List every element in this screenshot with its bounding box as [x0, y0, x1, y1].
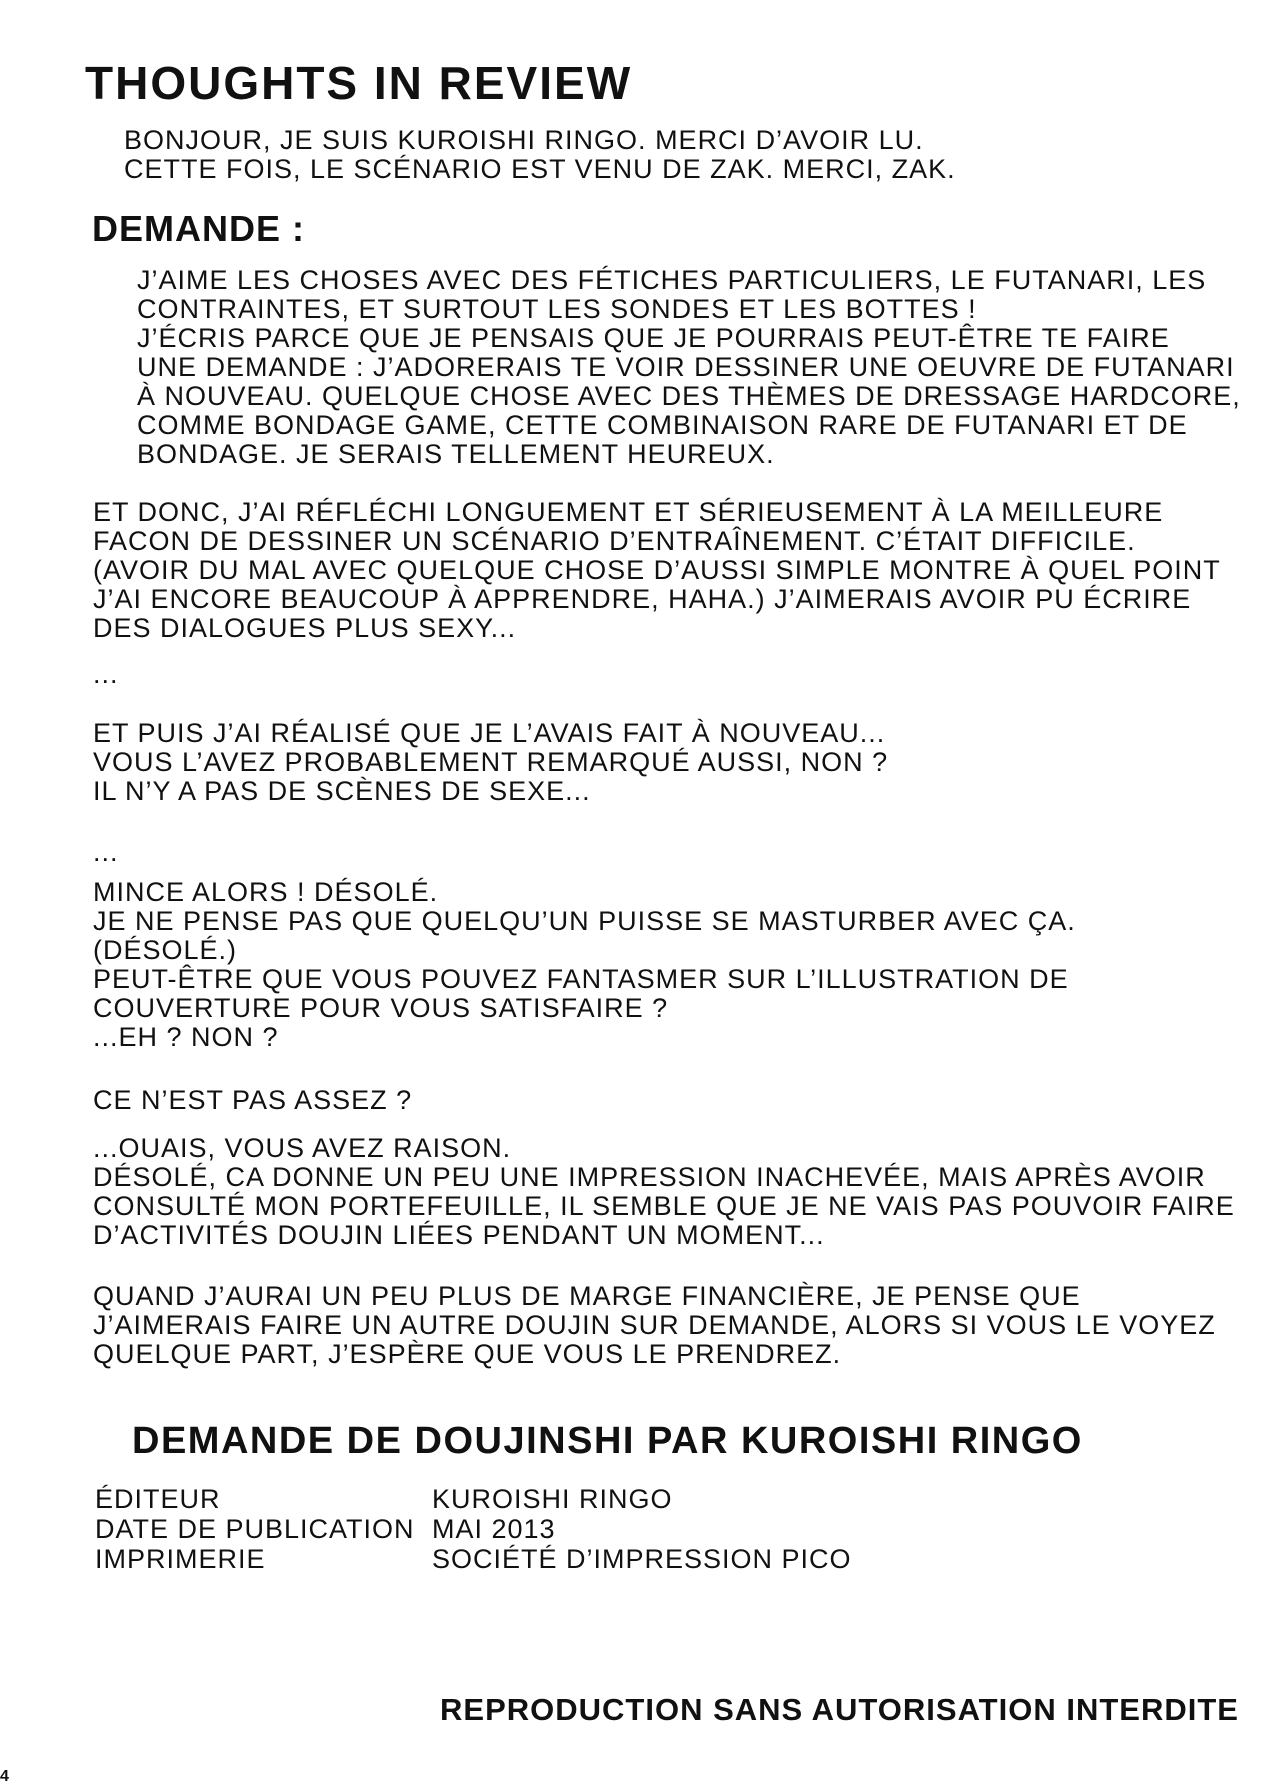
- text-line: CONTRAINTES, ET SURTOUT LES SONDES ET LES BOTTES !: [137, 294, 977, 324]
- text-line: J’AIMERAIS FAIRE UN AUTRE DOUJIN SUR DEMANDE, ALORS SI VOUS LE VOYEZ: [93, 1310, 1216, 1340]
- body-paragraph-3: [93, 878, 1076, 1052]
- body-paragraph-4: [93, 1086, 412, 1115]
- text-line: ...OUAIS, VOUS AVEZ RAISON.: [93, 1133, 512, 1163]
- text-line: QUAND J’AURAI UN PEU PLUS DE MARGE FINANCIÈRE, JE PENSE QUE: [93, 1281, 1081, 1311]
- text-line: CETTE FOIS, LE SCÉNARIO EST VENU DE ZAK. MERCI, ZAK.: [124, 154, 956, 184]
- text-line: ET PUIS J’AI RÉALISÉ QUE JE L’AVAIS FAIT À NOUVEAU...: [93, 718, 886, 748]
- text-line: FACON DE DESSINER UN SCÉNARIO D’ENTRAÎNEMENT. C’ÉTAIT DIFFICILE.: [93, 526, 1136, 556]
- text-line: J’AI ENCORE BEAUCOUP À APPRENDRE, HAHA.) J’AIMERAIS AVOIR PU ÉCRIRE: [93, 584, 1192, 614]
- text-line: DES DIALOGUES PLUS SEXY...: [93, 613, 517, 643]
- page-title: THOUGHTS IN REVIEW: [85, 57, 633, 109]
- colophon-row: [95, 1544, 852, 1574]
- reproduction-notice: REPRODUCTION SANS AUTORISATION INTERDITE: [440, 1692, 1239, 1727]
- text-line: J’ÉCRIS PARCE QUE JE PENSAIS QUE JE POURRAIS PEUT-ÊTRE TE FAIRE: [137, 323, 1170, 353]
- text-line: ET DONC, J’AI RÉFLÉCHI LONGUEMENT ET SÉRIEUSEMENT À LA MEILLEURE: [93, 497, 1164, 527]
- page-number: 4: [0, 1768, 9, 1785]
- text-line: QUELQUE PART, J’ESPÈRE QUE VOUS LE PRENDREZ.: [93, 1339, 842, 1369]
- colophon-value: MAI 2013: [432, 1514, 556, 1544]
- body-paragraph-2: [93, 719, 888, 806]
- text-line: D’ACTIVITÉS DOUJIN LIÉES PENDANT UN MOMENT...: [93, 1220, 825, 1250]
- request-heading: DEMANDE :: [92, 208, 305, 249]
- colophon-label: IMPRIMERIE: [95, 1544, 266, 1574]
- text-line: CE N’EST PAS ASSEZ ?: [93, 1085, 413, 1115]
- colophon-row: [95, 1484, 852, 1514]
- text-line: VOUS L’AVEZ PROBABLEMENT REMARQUÉ AUSSI, NON ?: [93, 747, 889, 777]
- text-line: PEUT-ÊTRE QUE VOUS POUVEZ FANTASMER SUR L’ILLUSTRATION DE: [93, 964, 1069, 994]
- text-line: IL N’Y A PAS DE SCÈNES DE SEXE...: [93, 776, 591, 806]
- text-line: (DÉSOLÉ.): [93, 935, 238, 965]
- colophon-value: SOCIÉTÉ D’IMPRESSION PICO: [432, 1544, 852, 1574]
- text-line: À NOUVEAU. QUELQUE CHOSE AVEC DES THÈMES DE DRESSAGE HARDCORE,: [137, 381, 1241, 411]
- text-line: COUVERTURE POUR VOUS SATISFAIRE ?: [93, 993, 669, 1023]
- text-line: J’AIME LES CHOSES AVEC DES FÉTICHES PARTICULIERS, LE FUTANARI, LES: [137, 265, 1207, 295]
- text-line: DÉSOLÉ, CA DONNE UN PEU UNE IMPRESSION INACHEVÉE, MAIS APRÈS AVOIR: [93, 1162, 1206, 1192]
- colophon-label: DATE DE PUBLICATION: [95, 1514, 415, 1544]
- text-line: MINCE ALORS ! DÉSOLÉ.: [93, 877, 439, 907]
- text-line: COMME BONDAGE GAME, CETTE COMBINAISON RARE DE FUTANARI ET DE: [137, 410, 1188, 440]
- text-line: ...EH ? NON ?: [93, 1022, 279, 1052]
- body-paragraph-1: [93, 498, 1221, 643]
- colophon-title: DEMANDE DE DOUJINSHI PAR KUROISHI RINGO: [132, 1420, 1083, 1462]
- colophon-label: ÉDITEUR: [95, 1484, 221, 1514]
- text-line: UNE DEMANDE : J’ADORERAIS TE VOIR DESSINER UNE OEUVRE DE FUTANARI: [137, 352, 1235, 382]
- colophon-table: [95, 1484, 852, 1574]
- intro-paragraph: [124, 126, 956, 184]
- body-paragraph-5: [93, 1134, 1235, 1250]
- colophon-value: KUROISHI RINGO: [432, 1484, 673, 1514]
- body-paragraph-6: [93, 1282, 1216, 1369]
- text-line: BONJOUR, JE SUIS KUROISHI RINGO. MERCI D’AVOIR LU.: [124, 125, 924, 155]
- ellipsis-1: ...: [93, 659, 119, 689]
- ellipsis-2: ...: [93, 837, 119, 867]
- text-line: (AVOIR DU MAL AVEC QUELQUE CHOSE D’AUSSI SIMPLE MONTRE À QUEL POINT: [93, 555, 1221, 585]
- request-paragraph: [137, 266, 1241, 469]
- text-line: BONDAGE. JE SERAIS TELLEMENT HEUREUX.: [137, 439, 775, 469]
- text-line: JE NE PENSE PAS QUE QUELQU’UN PUISSE SE MASTURBER AVEC ÇA.: [93, 906, 1076, 936]
- text-line: CONSULTÉ MON PORTEFEUILLE, IL SEMBLE QUE JE NE VAIS PAS POUVOIR FAIRE: [93, 1191, 1235, 1221]
- colophon-row: [95, 1514, 852, 1544]
